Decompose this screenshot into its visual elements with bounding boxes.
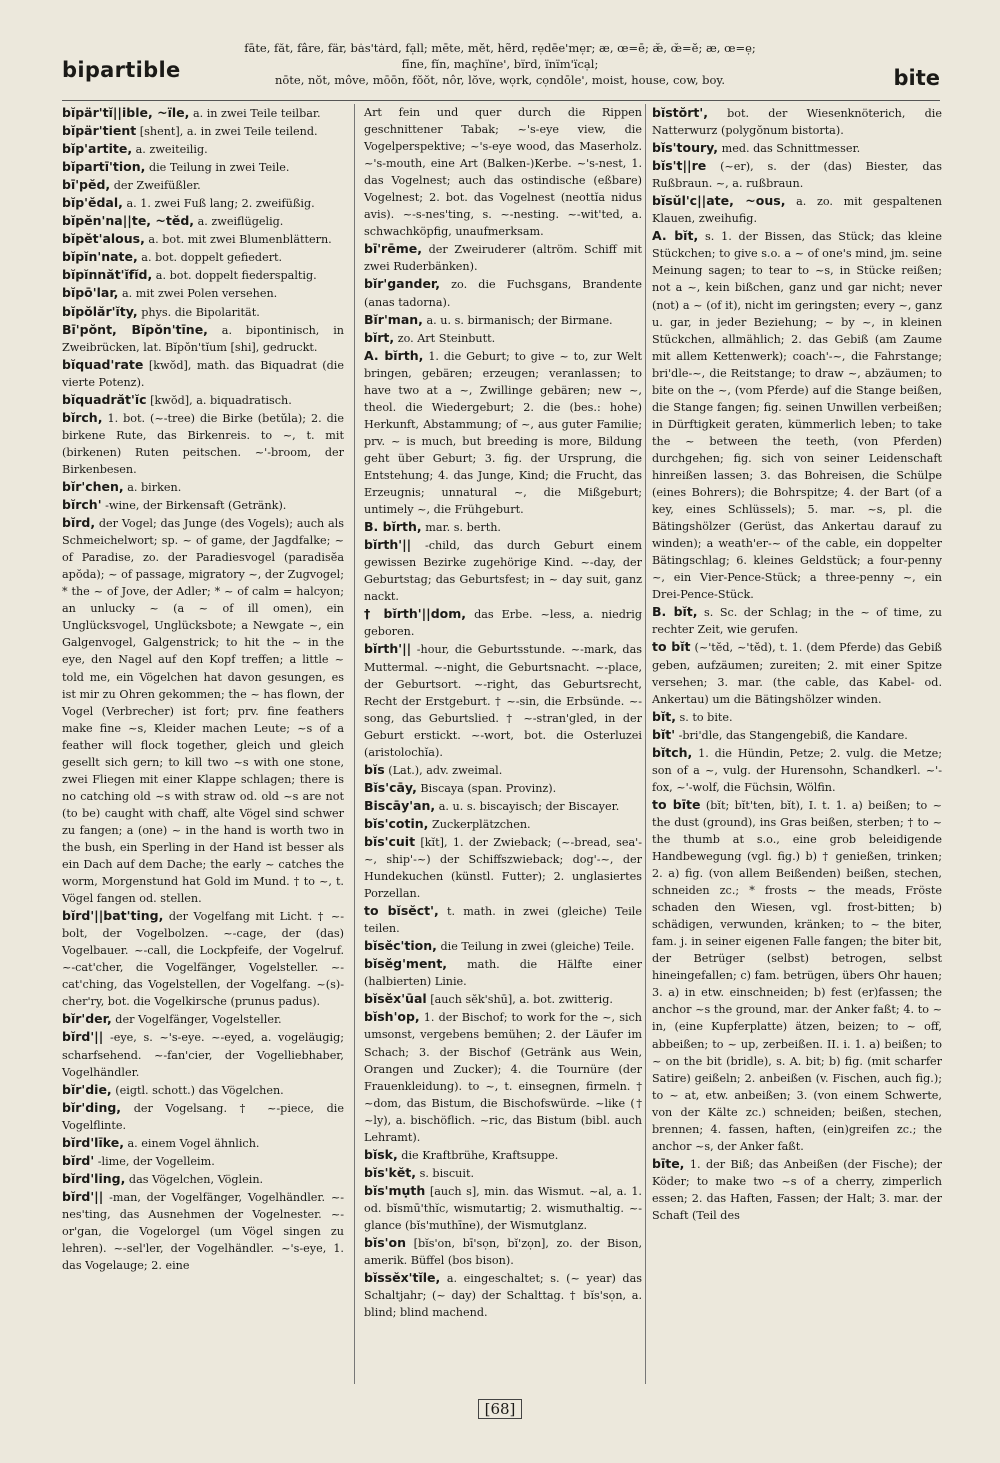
dictionary-entry — [364, 990, 642, 1008]
dictionary-entry — [364, 779, 642, 797]
dictionary-entry — [652, 104, 942, 139]
definition: 1. der Bischof; to work for the ~, sich umsonst, vergebens bemühen; 2. der Läufer im Schach; 3. der Bischof (Getränk aus Wein, Orangen und Zucker); 4. die Tournüre (der Frauenkleidung). to ~, t. einsegnen, firmeln. † ~dom, das Bistum, die Bischofswürde. ~like († ~ly), a. bischöflich. ~ric, das Bistum (bibl. auch Lehramt). — [364, 1011, 642, 1144]
dictionary-entry — [62, 478, 344, 496]
definition: math. die Hälfte einer (halbierten) Linie. — [364, 958, 642, 989]
dictionary-entry — [364, 1146, 642, 1164]
dictionary-entry — [652, 603, 942, 638]
dictionary-entry — [62, 122, 344, 140]
running-head-left: bipartible — [62, 58, 181, 82]
definition: a. bot. mit zwei Blumenblättern. — [148, 233, 332, 247]
dictionary-entry — [364, 1234, 642, 1269]
definition: -hour, die Geburtsstunde. ~-mark, das Muttermal. ~-night, die Geburtsnacht. ~-place, der Geburtsort. ~-right, das Geburtsrecht, Recht der Erstgeburt. † ~-sin, die Erbsünde. ~-song, das Geburtslied. † ~-stran'gled, in der Geburt erstickt. ~-wort, bot. die Osterluzei (aristolochĭa). — [364, 643, 642, 759]
definition: [bĭs'on, bī'sọn, bĭ'zọn], zo. der Bison, amerik. Büffel (bos bison). — [364, 1237, 642, 1268]
definition: a. birken. — [127, 480, 182, 494]
dictionary-entry — [364, 329, 642, 347]
dictionary-entry — [364, 1008, 642, 1145]
headword: bĭr'die, — [62, 1081, 112, 1097]
definition: zo. Art Steinbutt. — [397, 331, 496, 345]
dictionary-entry — [62, 303, 344, 321]
dictionary-entry — [62, 1028, 344, 1080]
dictionary-entry — [62, 496, 344, 514]
dictionary-entry — [62, 1010, 344, 1028]
dictionary-entry — [62, 1134, 344, 1152]
headword: bĭt' — [652, 726, 676, 742]
headword: bĭr'chen, — [62, 478, 124, 494]
dictionary-entry — [652, 796, 942, 1155]
definition: [kĭt], 1. der Zwieback; (~-bread, sea'-~, ship'-~) der Schiffszwieback; dog'-~, der Hundekuchen (künstl. Futter); 2. unglasiertes Porzellan. — [364, 835, 642, 901]
headword: bĭpĭn'nate, — [62, 249, 138, 265]
definition: [auch s], min. das Wismut. ~al, a. 1. od. bĭsmū'thĭc, wismutartig; 2. wismuthaltig. ~-glance (bĭs'muthīne), der Wismutglanz. — [364, 1184, 642, 1232]
running-head-right: bite — [893, 66, 940, 90]
dictionary-entry — [62, 176, 344, 194]
headword: bĭssĕx'tĭle, — [364, 1270, 441, 1286]
definition: der Vogelfang mit Licht. † ~-bolt, der Vogelbolzen. ~-cage, der (das) Vogelbauer. ~-call, die Lockpfeife, der Vogelruf. ~-cat'cher, die Vogelfänger, Vogelsteller. ~-cat'ching, das Vogelstellen, der Vogelfang. ~(s)-cher'ry, bot. die Vogelkirsche (prunus padus). — [62, 910, 344, 1009]
dictionary-entry — [364, 536, 642, 605]
column-left — [62, 104, 344, 1274]
definition: s. biscuit. — [419, 1166, 475, 1180]
definition: [kwŏd], math. das Biquadrat (die vierte Potenz). — [62, 358, 345, 389]
column-right — [652, 104, 942, 1224]
dictionary-entry — [364, 518, 642, 536]
dictionary-entry — [364, 955, 642, 990]
headword: bīte, — [652, 1155, 685, 1171]
headword: bĭsĕx'ūal — [364, 991, 427, 1007]
dictionary-entry — [62, 212, 344, 230]
dictionary-entry — [62, 1170, 344, 1188]
headword: B. bĭrth, — [364, 519, 422, 535]
dictionary-entry — [62, 1099, 344, 1134]
definition: -man, der Vogelfänger, Vogelhändler. ~-nes'ting, das Ausnehmen der Vogelnester. ~-or'gan, die Vogelorgel (um Vögel singen zu lehren). ~-sel'ler, der Vogelhändler. ~'s-eye, 1. das Vogelauge; 2. eine — [62, 1190, 344, 1273]
headword: to bīte — [652, 796, 701, 812]
headword: to bĭt — [652, 639, 691, 655]
definition: das Erbe. ~less, a. niedrig geboren. — [364, 608, 642, 639]
dictionary-entry — [652, 1155, 942, 1224]
headword: bĭrch' — [62, 497, 102, 513]
dictionary-entry — [364, 797, 642, 815]
definition: die Teilung in zwei (gleiche) Teile. — [440, 940, 635, 954]
dictionary-entry — [62, 284, 344, 302]
definition: der Vogelsang. † ~-piece, die Vogelflinte. — [62, 1101, 345, 1132]
definition: mar. s. berth. — [425, 521, 501, 535]
headword: bĭs't||re — [652, 158, 707, 174]
dictionary-entry — [62, 266, 344, 284]
headword: bĭrd'līke, — [62, 1134, 124, 1150]
definition: -child, das durch Geburt einem gewissen Bezirke zugehörige Kind. ~-day, der Geburtstag; das Geburtsfest; in ~ day suit, ganz nackt. — [364, 539, 642, 604]
dictionary-entry — [62, 104, 344, 122]
definition: s. Sc. der Schlag; in the ~ of time, zu rechter Zeit, wie gerufen. — [652, 606, 943, 637]
dictionary-entry — [62, 248, 344, 266]
headword: bĭtch, — [652, 744, 693, 760]
definition: a. zweiteilig. — [135, 143, 208, 157]
dictionary-entry — [62, 514, 344, 907]
pronunciation-line: fāte, făt, fâre, fär, bȧs'tȧrd, fạll; mēte, mĕt, hẽrd, rẹdēe'mẹr; æ, œ=ē; æ̆, œ̆=ĕ; æ, œ=ẹ; — [244, 41, 756, 55]
dictionary-entry — [364, 311, 642, 329]
headword: to bĭsĕct', — [364, 903, 439, 919]
dictionary-entry — [62, 1081, 344, 1099]
headword: bĭpär'tĭ||ible, ~ïle, — [62, 105, 190, 120]
definition: 1. der Biß; das Anbeißen (der Fische); der Köder; to make two ~s of a cherry, zimperlich essen; 2. das Haften, Fassen; der Halt; 3. mar. der Schaft (Teil des — [652, 1157, 943, 1222]
headword: bĭrd' — [62, 1152, 95, 1168]
headword: bĭquad'rate — [62, 356, 144, 372]
dictionary-entry — [364, 605, 642, 640]
headword: bĭpŏlăr'ĭty, — [62, 303, 138, 319]
headword: bĭrt, — [364, 329, 395, 345]
headword: bĭsĕc'tion, — [364, 938, 437, 954]
headword: Bĭs'cāy, — [364, 779, 417, 795]
definition: -wine, der Birkensaft (Getränk). — [105, 499, 287, 513]
headword: bĭpĭnnăt'ĭfĭd, — [62, 267, 153, 283]
dictionary-entry — [652, 744, 942, 796]
headword: bĭstŏrt', — [652, 105, 708, 120]
definition: a. u. s. birmanisch; der Birmane. — [426, 313, 613, 327]
headword: Biscāy'an, — [364, 797, 436, 813]
headword: A. bĭrth, — [364, 347, 424, 363]
definition: der Vogel; das Junge (des Vogels); auch als Schmeichelwort; sp. ~ of game, der Jagdfalke; ~ of Paradise, zo. der Paradiesvogel (paradisĕa apŏda); ~ of passage, migratory ~, der Zugvogel; * the ~ of Jove, der Adler; * ~ of calm = halcyon; an unlucky ~ (a ~ of ill omen), ein Unglücksvogel, Unglücksbote; a Newgate ~, ein Galgenvogel, Galgenstrick; to hit the ~ in the eye, den Nagel auf den Kopf treffen; a little ~ told me, ein Vögelchen hat davon gesungen, es ist mir zu Ohren gekommen; the ~ has flown, der Vogel (Verbrecher) ist fort; prv. fine feathers make fine ~s, Kleider machen Leute; ~s of a feather will flock together, gleich und gleich gesellt sich gern; to kill two ~s with one stone, zwei Fliegen mit einer Klappe schlagen; there is no catching old ~s with straw od. old ~s are not (to be) caught with chaff, alte Vögel sind schwer zu fangen; a (one) ~ in the hand is worth two in the bush, ein Sperling in der Hand ist besser als ein Dach auf dem Dache; the early ~ catches the worm, Morgenstund hat Gold im Mund. † to ~, t. Vögel fangen od. stellen. — [62, 517, 344, 906]
header-rule — [62, 100, 940, 101]
headword: bĭpō'lar, — [62, 285, 119, 301]
dictionary-entry — [364, 815, 642, 833]
headword: bī'pĕd, — [62, 177, 111, 193]
definition: (~er), s. der (das) Biester, das Rußbraun. ~, a. rußbraun. — [652, 160, 942, 191]
definition: der Zweifüßler. — [113, 179, 201, 193]
dictionary-entry — [62, 230, 344, 248]
definition: t. math. in zwei (gleiche) Teile teilen. — [364, 905, 642, 936]
dictionary-entry — [62, 321, 344, 356]
headword: bĭrd'|| — [62, 1029, 104, 1045]
definition: -bri'dle, das Stangengebiß, die Kandare. — [678, 728, 908, 742]
dictionary-entry — [364, 1164, 642, 1182]
headword: bĭs'cotin, — [364, 815, 429, 831]
definition: s. 1. der Bissen, das Stück; das kleine Stückchen; to give s.o. a ~ of one's mind, jm. seine Meinung sagen; to tear to ~s, in Stücke reißen; not a ~, kein bißchen, ganz und gar nicht; never (not) a ~ (of it), nicht im geringsten; every ~, ganz u. gar, in jeder Beziehung; ~ by ~, in kleinen Stückchen, allmählich; 2. das Gebiß (am Zaume mit allem Kettenwerk); coach'-~, die Fahrstange; bri'dle-~, die Reitstange; to draw ~, abzäumen; to bite on the ~, (vom Pferde) auf die Stange beißen, die Stange fangen; fig. seinen Unwillen verbeißen; in Dürftigkeit geraten, kümmerlich leben; to take the ~ between the teeth, (von Pferden) durchgehen; fig. sich von seiner Leidenschaft hinreißen lassen; 3. das Bohreisen, die Schülpe (eines Bohrers); die Bohrspitze; 4. der Bart (of a key, eines Schlüssels); 5. mar. ~s, pl. die Bätingshölzer (Gerüst, das Ankertau darauf zu winden); a weath'er-~ of the cable, ein doppelter Bätingschlag; 6. kleines Geldstück; a four-penny ~, ein Vier-Pence-Stück; a three-penny ~, ein Drei-Pence-Stück. — [652, 230, 942, 602]
headword: Bī'pŏnt, Bĭpŏn'tīne, — [62, 321, 208, 337]
definition: der Vogelfänger, Vogelsteller. — [115, 1013, 282, 1027]
headword: bĭrth'|| — [364, 641, 412, 657]
dictionary-entry — [62, 391, 344, 409]
definition: a. eingeschaltet; s. (~ year) das Schaltjahr; (~ day) der Schalttag. † bĭs'sọn, a. blind; blind machend. — [364, 1272, 642, 1320]
headword: bĭpĕn'na||te, ~tĕd, — [62, 213, 195, 229]
headword: bĭs'toury, — [652, 140, 719, 156]
dictionary-entry — [364, 1182, 642, 1234]
headword: bĭt, — [652, 708, 676, 724]
dictionary-entry — [652, 157, 942, 192]
definition: phys. die Bipolarität. — [141, 305, 260, 319]
headword: A. bĭt, — [652, 228, 699, 244]
headword: bĭrch, — [62, 409, 103, 425]
dictionary-entry — [364, 1269, 642, 1321]
dictionary-entry — [652, 192, 942, 227]
definition: 1. bot. (~-tree) die Birke (betŭla); 2. die birkene Rute, das Birkenreis. to ~, t. mit (birkenen) Ruten peitschen. ~'-broom, der Birkenbesen. — [62, 411, 345, 476]
headword: B. bĭt, — [652, 604, 698, 620]
dictionary-entry — [652, 638, 942, 707]
headword: bĭp'artite, — [62, 141, 133, 157]
headword: bĭpär'tient — [62, 123, 137, 139]
definition: (~'tĕd, ~'tĕd), t. 1. (dem Pferde) das Gebiß geben, aufzäumen; zureiten; 2. mit einer Spitze versehen; 3. mar. (the cable, das Kabel- od. Ankertau) um die Bätingshölzer winden. — [652, 641, 942, 706]
definition: 1. die Geburt; to give ~ to, zur Welt bringen, gebären; erzeugen; veranlassen; to have two at a ~, Zwillinge gebären; new ~, theol. die Wiedergeburt; 2. die (bes.: hohe) Herkunft, Abstammung; of ~, aus guter Familie; prv. ~ is much, but breeding is more, Bildung geht über Geburt; 3. fig. der Ursprung, die Entstehung; 4. das Junge, Kind; die Frucht, das Erzeugnis; unnatural ~, die Mißgeburt; untimely ~, die Frühgeburt. — [364, 349, 642, 517]
definition: die Teilung in zwei Teile. — [148, 161, 290, 175]
dictionary-entry — [62, 158, 344, 176]
definition: a. u. s. biscayisch; der Biscayer. — [438, 799, 620, 813]
headword: bĭs'on — [364, 1235, 406, 1251]
dictionary-entry — [62, 140, 344, 158]
headword: bĭsŭl'c||ate, ~ous, — [652, 193, 786, 209]
definition: Zuckerplätzchen. — [431, 817, 531, 831]
headword: bĭrd'|| — [62, 1188, 104, 1204]
definition: (eigtl. schott.) das Vögelchen. — [115, 1083, 284, 1097]
column-middle — [364, 104, 642, 1321]
dictionary-entry — [364, 104, 642, 240]
definition: a. in zwei Teile teilbar. — [192, 107, 321, 120]
headword: bĭr'der, — [62, 1011, 112, 1027]
dictionary-entry — [62, 1152, 344, 1170]
definition: 1. die Hündin, Petze; 2. vulg. die Metze; son of a ~, vulg. der Hurensohn, Schandkerl. ~'-fox, ~'-wolf, die Füchsin, Wölfin. — [652, 746, 943, 794]
headword: bĭquadrăt'ĭc — [62, 391, 147, 407]
definition: a. mit zwei Polen versehen. — [121, 287, 278, 301]
dictionary-entry — [62, 409, 344, 478]
dictionary-entry — [62, 356, 344, 391]
headword: bĭp'ĕdal, — [62, 195, 123, 211]
dictionary-entry — [364, 240, 642, 275]
dictionary-entry — [364, 937, 642, 955]
headword: bĭrth'|| — [364, 537, 412, 553]
definition: [auch sĕk'shū], a. bot. zwitterig. — [430, 993, 613, 1007]
definition: Art fein und quer durch die Rippen geschnittener Tabak; ~'s-eye view, die Vogelperspektive; ~'s-eye wood, das Maserholz. ~'s-mouth, eine Art (Balken-)Kerbe. ~'s-nest, 1. das Vogelnest; auch das ostindische (eßbare) Vogelnest; 2. bot. das Vogelnest (neottĭa nidus avis). ~-s-nes'ting, s. ~-nesting. ~-wit'ted, a. schwachköpfig, unaufmerksam. — [364, 106, 642, 239]
page-number: [68] — [470, 1400, 530, 1418]
headword: bĭrd, — [62, 515, 96, 531]
definition: die Kraftbrühe, Kraftsuppe. — [401, 1148, 559, 1162]
pronunciation-key — [222, 40, 778, 88]
dictionary-entry — [652, 708, 942, 726]
pronunciation-line: fīne, fĭn, maçhïne', bïrd, ïnïm'ïcạl; — [401, 57, 599, 71]
dictionary-entry — [652, 227, 942, 603]
headword: bĭs'cuit — [364, 833, 416, 849]
dictionary-entry — [62, 1188, 344, 1274]
definition: med. das Schnittmesser. — [721, 142, 861, 156]
dictionary-entry — [364, 275, 642, 310]
dictionary-entry — [62, 907, 344, 1010]
headword: bĭsh'op, — [364, 1009, 420, 1025]
column-divider — [645, 104, 646, 1384]
definition: a. einem Vogel ähnlich. — [127, 1136, 260, 1150]
definition: -lime, der Vogelleim. — [97, 1154, 215, 1168]
definition: [kwŏd], a. biquadratisch. — [150, 393, 292, 407]
headword: bĭs'mụth — [364, 1182, 426, 1198]
dictionary-entry — [364, 761, 642, 779]
definition: zo. die Fuchsgans, Brandente (anas tadorna). — [364, 278, 642, 309]
headword: Bĭr'man, — [364, 311, 423, 327]
dictionary-entry — [364, 833, 642, 902]
pronunciation-line: nōte, nŏt, môve, mōōn, fŏŏt, nôr, lŏve, wọrk, cọndōle', moist, house, cow, boy. — [274, 73, 726, 87]
definition: a. bot. doppelt gefiedert. — [141, 251, 283, 265]
definition: bot. der Wiesenknöterich, die Natterwurz (polygŏnum bistorta). — [652, 107, 942, 138]
column-divider — [354, 104, 355, 1384]
headword: bĭsĕg'ment, — [364, 956, 448, 972]
headword: bĭs'kĕt, — [364, 1164, 417, 1180]
definition: a. zo. mit gespaltenen Klauen, zweihufig. — [652, 195, 942, 226]
headword: bĭr'gander, — [364, 276, 441, 292]
headword: bĭr'ding, — [62, 1099, 122, 1115]
dictionary-entry — [364, 902, 642, 937]
headword: bī'rēme, — [364, 241, 422, 257]
dictionary-entry — [364, 347, 642, 518]
definition: der Zweiruderer (altröm. Schiff mit zwei Ruderbänken). — [364, 243, 642, 274]
definition: das Vögelchen, Vöglein. — [128, 1172, 264, 1186]
definition: a. bot. doppelt fiederspaltig. — [155, 269, 317, 283]
headword: bĭpĕt'alous, — [62, 231, 145, 247]
headword: bĭpartī'tion, — [62, 159, 146, 175]
definition: -eye, s. ~'s-eye. ~-eyed, a. vogeläugig; scharfsehend. ~-fan'cier, der Vogelliebhaber, Vogelhändler. — [62, 1031, 345, 1079]
definition: (bĭt; bĭt'ten, bĭt), I. t. 1. a) beißen; to ~ the dust (ground), ins Gras beißen, sterben; † to ~ the thumb at s.o., eine grob beleidigende Handbewegung (vgl. fig.) b) † genießen, trinken; 2. a) fig. (von allem Beißenden) beißen, stechen, schneiden zc.; * frosts ~ the meads, Fröste schaden den Wiesen, vgl. frost-bitten; b) schädigen, verwunden, kränken; to ~ the biter, fam. j. in seiner eigenen Falle fangen; the biter bit, der Betrüger (selbst) betrogen, selbst hineingefallen; c) fam. betrügen, übers Ohr hauen; 3. a) in etw. einschneiden; b) fest (er)fassen; the anchor ~s the ground, mar. der Anker faßt; 4. to ~ in, (eine Kupferplatte) ätzen, beizen; to ~ off, abbeißen; to ~ up, zerbeißen. II. i. 1. a) beißen; to ~ on the bit (bridle), s. A. bit; b) fig. (mit scharfer Satire) geißeln; 2. anbeißen (v. Fischen, auch fig.); to ~ at, etw. anbeißen; 3. (von einem Schwerte, von der Kälte zc.) schneiden; beißen, stechen, brennen; 4. fassen, haften, (ein)greifen zc.; the anchor ~s, der Anker faßt. — [652, 798, 942, 1153]
headword: † bĭrth'||dom, — [364, 606, 467, 622]
dictionary-entry — [62, 194, 344, 212]
definition: a. zweiflügelig. — [197, 215, 284, 229]
headword: bĭrd'||bat'ting, — [62, 908, 164, 924]
headword: bĭs — [364, 761, 385, 777]
definition: [shent], a. in zwei Teile teilend. — [139, 125, 318, 139]
definition: a. bipontinisch, in Zweibrücken, lat. Bĭpŏn'tĭum [shi], gedruckt. — [62, 323, 345, 354]
definition: Biscaya (span. Provinz). — [420, 781, 557, 795]
dictionary-entry — [652, 726, 942, 744]
definition: a. 1. zwei Fuß lang; 2. zweifüßig. — [126, 197, 315, 211]
headword: bĭsk, — [364, 1146, 398, 1162]
headword: bĭrd'ling, — [62, 1170, 126, 1186]
dictionary-entry — [652, 139, 942, 157]
dictionary-entry — [364, 640, 642, 760]
definition: (Lat.), adv. zweimal. — [388, 763, 503, 777]
definition: s. to bite. — [679, 710, 733, 724]
